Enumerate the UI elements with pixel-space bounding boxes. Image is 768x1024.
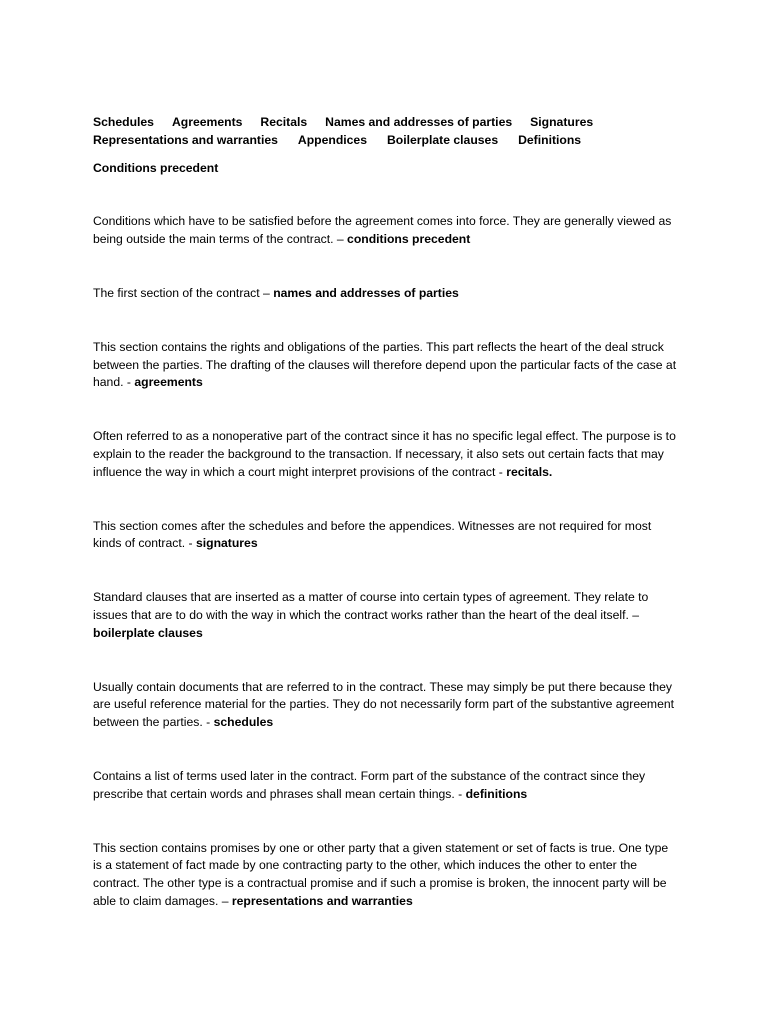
word-bank-term: Recitals (260, 115, 308, 129)
clue-paragraph (93, 768, 679, 804)
clue-paragraph (93, 589, 679, 642)
word-bank-line-3 (93, 160, 679, 178)
clue-paragraph (93, 428, 679, 481)
clue-text: This section comes after the schedules and before the appendices. Witnesses are not required for most kinds of contract. - (93, 518, 652, 551)
clue-paragraph (93, 285, 679, 303)
clue-text: Standard clauses that are inserted as a matter of course into certain types of agreement. They relate to issues that are to do with the way in which the contract works rather than the heart of the deal itself. – (93, 590, 649, 622)
clue-answer: agreements (134, 375, 203, 390)
word-bank-term: Representations and warranties (93, 132, 278, 147)
clue-text: Usually contain documents that are referred to in the contract. These may simply be put there because they are useful reference material for the parties. They do not necessarily form part of the substantive agreement between the parties. - (93, 679, 675, 730)
clue-answer: definitions (465, 786, 528, 801)
word-bank-term: Schedules (93, 115, 154, 129)
word-bank-term: Signatures (530, 115, 594, 129)
clue-paragraph (93, 518, 679, 554)
clue-answer: names and addresses of parties (273, 285, 459, 300)
clue-paragraph (93, 679, 679, 732)
clue-paragraph (93, 840, 679, 911)
clue-answer: conditions precedent (347, 232, 471, 247)
word-bank-line-2 (93, 132, 679, 150)
word-bank-term: Boilerplate clauses (387, 132, 499, 147)
word-bank-term: Definitions (518, 132, 582, 147)
clue-text: This section contains promises by one or other party that a given statement or set of facts is true. One type is a statement of fact made by one contracting party to the other, which induces the other to enter the contract. The other type is a contractual promise and if such a promise is broken, the innocent party will be able to claim damages. – (93, 840, 669, 908)
clue-answer: schedules (213, 715, 274, 730)
clue-paragraph (93, 213, 679, 249)
word-bank-term: Names and addresses of parties (325, 115, 513, 129)
clue-answer: recitals. (506, 464, 553, 479)
clue-answer: representations and warranties (231, 893, 413, 908)
word-bank-line-1 (93, 114, 679, 132)
clue-text: Often referred to as a nonoperative part of the contract since it has no specific legal effect. The purpose is to explain to the reader the background to the transaction. If necessary, it also sets out certain facts that may influence the way in which a court might interpret provisions of the contract - (93, 429, 676, 479)
word-bank-term: Conditions precedent (93, 160, 219, 175)
clue-text: Conditions which have to be satisfied before the agreement comes into force. They are generally viewed as being outside the main terms of the contract. – (93, 214, 672, 247)
clue-text: This section contains the rights and obligations of the parties. This part reflects the heart of the deal struck between the parties. The drafting of the clauses will therefore depend upon the particular facts of the case at hand. - (93, 339, 677, 390)
clue-answer: boilerplate clauses (93, 625, 203, 640)
clue-text: The first section of the contract – (93, 285, 274, 300)
word-bank (93, 114, 679, 177)
clue-text: Contains a list of terms used later in the contract. Form part of the substance of the contract since they prescribe that certain words and phrases shall mean certain things. - (93, 768, 646, 801)
word-bank-term: Appendices (297, 132, 367, 147)
clue-answer: signatures (195, 536, 258, 551)
clue-list (93, 213, 679, 910)
word-bank-term: Agreements (171, 115, 243, 129)
document-content (93, 114, 679, 947)
clue-paragraph (93, 339, 679, 392)
